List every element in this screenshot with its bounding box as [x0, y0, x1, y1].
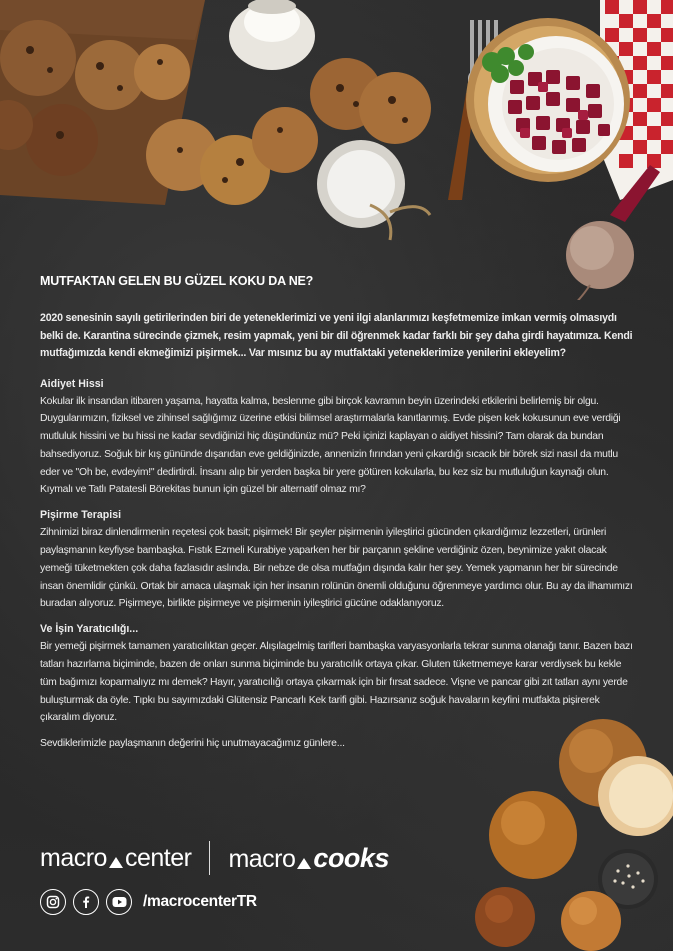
section-body-aidiyet: Kokular ilk insandan itibaren yaşama, hayatta kalma, beslenme gibi birçok kavramın beyin üzerindeki etkilerini belirlemiş bir olgu. Duygularımızın, fiziksel ve zihinsel sağlığımız üzerine etkisi bilimsel araştırmalarla kanıtlanmış. Evde pişen kek kokusunun eve verdiği mutluluk hissini ve bu hissi ne kadar sevdiğinizi hiç düşündünüz mü? Peki içinizi kaplayan o aidiyet hissini? Tam olarak da bundan bahsediyoruz. Soğuk bir kış gününde dışarıdan eve geldiğinizde, annenizin fırından yeni çıkardığı sıcacık bir börek sizi nasıl da mutlu eder ve "Oh be, evdeyim!" dedirtirdi. İnsanı alıp bir yerden başka bir yere götüren kokularla, bu kez siz bu mutluluğun kaynağı olun. Kıymalı ve Tatlı Patatesli Börekitas bunun için güzel bir alternatif olmaz mı?	[40, 395, 621, 496]
milk-bottle	[229, 0, 315, 70]
facebook-icon[interactable]	[73, 889, 99, 915]
social-bar	[40, 889, 257, 915]
section-title-yaraticilik: Ve İşin Yaratıcılığı...	[40, 623, 139, 636]
bun-group	[475, 719, 673, 951]
brand-logos	[40, 838, 389, 878]
intro-paragraph: 2020 senesinin sayılı getirilerinden biri de yeteneklerimizi ve yeni ilgi alanlarımızı keşfetmemize imkan vermiş olmasıydı belki de. Karantina sürecinde çizmek, resim yapmak, yeni bir dil öğrenmek kadar farklı bir şey daha girdi hayatımıza. Kendi mutfağımızda kendi ekmeğimizi pişirmek... Var mısınız bu ay mutfaktaki yeteneklerimize yenilerini ekleyelim?	[40, 312, 633, 359]
macrocooks-logo-part1: macro	[228, 844, 296, 873]
top-food-photo	[0, 0, 673, 300]
instagram-icon[interactable]	[40, 889, 66, 915]
chef-triangle-icon	[297, 858, 311, 869]
macrocenter-logo-part2: center	[124, 843, 192, 872]
macrocenter-logo[interactable]	[40, 844, 191, 873]
youtube-icon[interactable]	[106, 889, 132, 915]
section-body-pisirme: Zihnimizi biraz dinlendirmenin reçetesi çok basit; pişirmek! Bir şeyler pişirmenin iyileştirici gücünden çıkardığımız lezzetleri, ürünleri paylaşmanın keyfiyse bambaşka. Fıstık Ezmeli Kurabiye yaparken her bir parçanın şekline verdiğiniz özen, beynimize yakıt olacak yemeği tüketmekten çok daha fazlasıdır aslında. Bir nebze de olsa mutfağın dışında kalır her şey. Yemek yapmanın her bir sürecinde insan önemlidir çünkü. Ortak bir amaca ulaşmak için her insanın rolünün önemli olduğunu öğrenmeye yardımcı olur. Bu ay da ilhamımızı buradan alıyoruz. Pişirmeye, birlikte pişirmeye ve pişirmenin iyileştirici gücüne odaklanıyoruz.	[40, 527, 633, 610]
section-title-pisirme: Pişirme Terapisi	[40, 509, 122, 522]
macrocooks-logo[interactable]	[228, 843, 389, 874]
article	[40, 274, 635, 752]
salt-jar	[317, 140, 430, 240]
headline: MUTFAKTAN GELEN BU GÜZEL KOKU DA NE?	[40, 274, 314, 288]
social-handle[interactable]: /macrocenterTR	[143, 893, 257, 910]
closing-line: Sevdiklerimizle paylaşmanın değerini hiç unutmayacağımız günlere...	[40, 738, 345, 750]
macrocooks-logo-part2: cooks	[313, 842, 389, 873]
macrocenter-logo-part1: macro	[40, 843, 107, 872]
section-title-aidiyet: Aidiyet Hissi	[40, 377, 104, 390]
logo-divider	[209, 841, 210, 875]
beet-bowl	[466, 18, 630, 182]
section-body-yaraticilik: Bir yemeği pişirmek tamamen yaratıcılıktan geçer. Alışılagelmiş tarifleri bambaşka varyasyonlarla tekrar sunma olanağı tanır. Bazen bazı tatları hazırlama biçiminde, bazen de onları sunma biçiminde bu yaratıcılık ortaya çıkar. Gluten tüketmemeye karar verdiysek bu kekle tüm bağımızı koparmalıyız mı demek? Hayır, yaratıcılığı ortaya çıkarmak için bir fırsat sadece. Vişne ve pancar gibi zıt tatları aynı yerde buluşturmak da öyle. Tıpkı bu sayımızdaki Glütensiz Pancarlı Kek tarifi gibi. Hazırsanız soğuk havaların keyfini mutfakta pişirerek çıkaralım diyoruz.	[40, 641, 633, 724]
triangle-icon	[109, 857, 123, 868]
